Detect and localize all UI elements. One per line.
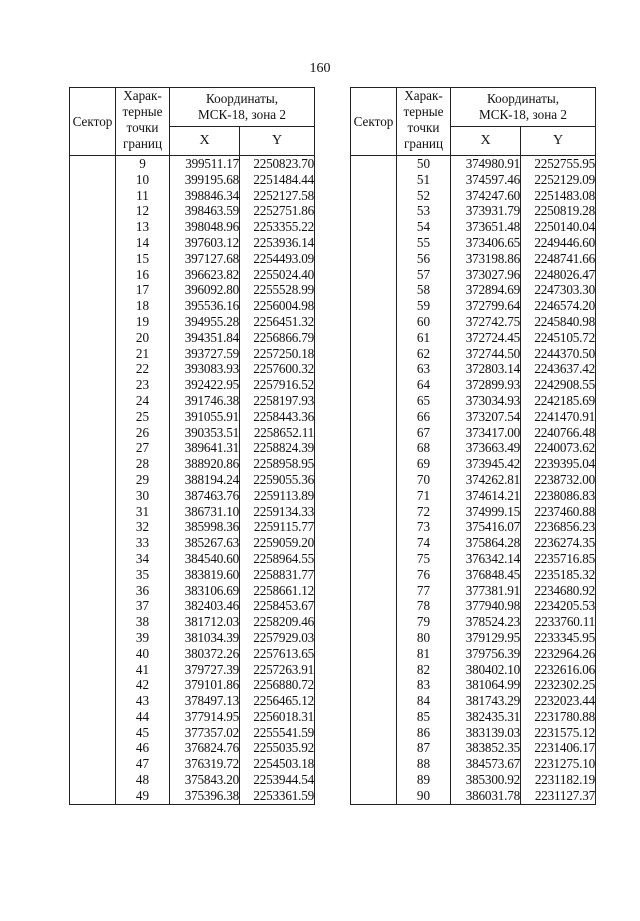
coord-y: 2254503.18 <box>240 756 315 772</box>
coord-y: 2242908.55 <box>521 377 596 393</box>
point-number: 69 <box>397 456 451 472</box>
coord-x: 374614.21 <box>451 488 521 504</box>
point-number: 77 <box>397 583 451 599</box>
point-number: 30 <box>116 488 170 504</box>
point-number: 32 <box>116 519 170 535</box>
point-number: 25 <box>116 409 170 425</box>
table-row <box>70 156 315 172</box>
table-row <box>351 156 596 172</box>
point-number: 86 <box>397 725 451 741</box>
point-number: 50 <box>397 156 451 172</box>
header-boundary-points <box>397 88 451 156</box>
coord-x: 385267.63 <box>170 535 240 551</box>
point-number: 16 <box>116 267 170 283</box>
point-number: 55 <box>397 235 451 251</box>
coord-x: 391746.38 <box>170 393 240 409</box>
coord-x: 373198.86 <box>451 251 521 267</box>
coord-x: 399195.68 <box>170 172 240 188</box>
coord-x: 389641.31 <box>170 440 240 456</box>
coord-x: 386731.10 <box>170 504 240 520</box>
coord-x: 381064.99 <box>451 677 521 693</box>
point-number: 76 <box>397 567 451 583</box>
coord-y: 2252751.86 <box>240 203 315 219</box>
coord-x: 380372.26 <box>170 646 240 662</box>
point-number: 10 <box>116 172 170 188</box>
sector-cell <box>351 156 397 805</box>
point-number: 23 <box>116 377 170 393</box>
point-number: 46 <box>116 740 170 756</box>
coord-x: 398846.34 <box>170 188 240 204</box>
header-coordinates <box>170 88 315 127</box>
coord-x: 375416.07 <box>451 519 521 535</box>
coord-x: 377381.91 <box>451 583 521 599</box>
coord-x: 392422.95 <box>170 377 240 393</box>
point-number: 81 <box>397 646 451 662</box>
header-point-line1: Харак- <box>404 88 443 103</box>
point-number: 83 <box>397 677 451 693</box>
point-number: 87 <box>397 740 451 756</box>
coord-x: 372744.50 <box>451 346 521 362</box>
coord-y: 2250819.28 <box>521 203 596 219</box>
coord-y: 2255024.40 <box>240 267 315 283</box>
point-number: 19 <box>116 314 170 330</box>
point-number: 61 <box>397 330 451 346</box>
header-y: Y <box>240 127 315 156</box>
point-number: 44 <box>116 709 170 725</box>
point-number: 28 <box>116 456 170 472</box>
coord-x: 377914.95 <box>170 709 240 725</box>
coord-x: 383106.69 <box>170 583 240 599</box>
coord-x: 373027.96 <box>451 267 521 283</box>
coord-y: 2237460.88 <box>521 504 596 520</box>
point-number: 63 <box>397 361 451 377</box>
coord-y: 2257600.32 <box>240 361 315 377</box>
coord-y: 2243637.42 <box>521 361 596 377</box>
coord-x: 373663.49 <box>451 440 521 456</box>
coord-y: 2244370.50 <box>521 346 596 362</box>
coord-y: 2258824.39 <box>240 440 315 456</box>
coord-x: 384573.67 <box>451 756 521 772</box>
coord-x: 397127.68 <box>170 251 240 267</box>
coord-y: 2256004.98 <box>240 298 315 314</box>
coord-x: 383139.03 <box>451 725 521 741</box>
coord-x: 376824.76 <box>170 740 240 756</box>
coord-y: 2259113.89 <box>240 488 315 504</box>
point-number: 72 <box>397 504 451 520</box>
coord-y: 2234680.92 <box>521 583 596 599</box>
point-number: 20 <box>116 330 170 346</box>
point-number: 49 <box>116 788 170 804</box>
point-number: 71 <box>397 488 451 504</box>
coord-y: 2248741.66 <box>521 251 596 267</box>
point-number: 11 <box>116 188 170 204</box>
coord-y: 2246574.20 <box>521 298 596 314</box>
coord-y: 2234205.53 <box>521 598 596 614</box>
coord-y: 2240766.48 <box>521 425 596 441</box>
coord-x: 372724.45 <box>451 330 521 346</box>
coord-y: 2238732.00 <box>521 472 596 488</box>
coord-x: 381712.03 <box>170 614 240 630</box>
coord-y: 2250140.04 <box>521 219 596 235</box>
header-point-line2: терные <box>122 104 163 119</box>
table-body-right <box>351 156 596 805</box>
coord-y: 2258958.95 <box>240 456 315 472</box>
coord-x: 385300.92 <box>451 772 521 788</box>
point-number: 14 <box>116 235 170 251</box>
point-number: 62 <box>397 346 451 362</box>
coord-x: 393083.93 <box>170 361 240 377</box>
coord-x: 374597.46 <box>451 172 521 188</box>
header-point-line3: точки <box>126 120 159 135</box>
point-number: 58 <box>397 282 451 298</box>
coord-x: 396623.82 <box>170 267 240 283</box>
header-coords-line2: МСК-18, зона 2 <box>478 107 568 122</box>
coord-y: 2231575.12 <box>521 725 596 741</box>
coord-y: 2258964.55 <box>240 551 315 567</box>
coord-x: 395536.16 <box>170 298 240 314</box>
coord-y: 2232964.26 <box>521 646 596 662</box>
coord-x: 391055.91 <box>170 409 240 425</box>
coord-y: 2258209.46 <box>240 614 315 630</box>
point-number: 68 <box>397 440 451 456</box>
coord-y: 2252129.09 <box>521 172 596 188</box>
point-number: 43 <box>116 693 170 709</box>
coord-y: 2258453.67 <box>240 598 315 614</box>
coord-y: 2256451.32 <box>240 314 315 330</box>
coord-y: 2241470.91 <box>521 409 596 425</box>
point-number: 74 <box>397 535 451 551</box>
point-number: 27 <box>116 440 170 456</box>
coord-x: 372894.69 <box>451 282 521 298</box>
header-boundary-points <box>116 88 170 156</box>
point-number: 67 <box>397 425 451 441</box>
point-number: 26 <box>116 425 170 441</box>
coord-x: 374980.91 <box>451 156 521 172</box>
coord-y: 2258652.11 <box>240 425 315 441</box>
coord-y: 2259059.20 <box>240 535 315 551</box>
coord-y: 2258831.77 <box>240 567 315 583</box>
coord-x: 379101.86 <box>170 677 240 693</box>
coord-y: 2245105.72 <box>521 330 596 346</box>
coord-x: 398048.96 <box>170 219 240 235</box>
point-number: 45 <box>116 725 170 741</box>
coord-x: 372899.93 <box>451 377 521 393</box>
point-number: 17 <box>116 282 170 298</box>
coord-x: 375843.20 <box>170 772 240 788</box>
header-y: Y <box>521 127 596 156</box>
coord-x: 379727.39 <box>170 662 240 678</box>
coord-x: 386031.78 <box>451 788 521 804</box>
point-number: 47 <box>116 756 170 772</box>
header-point-line4: границ <box>403 136 444 151</box>
coord-x: 379756.39 <box>451 646 521 662</box>
point-number: 34 <box>116 551 170 567</box>
point-number: 18 <box>116 298 170 314</box>
coord-x: 372742.75 <box>451 314 521 330</box>
point-number: 22 <box>116 361 170 377</box>
coord-y: 2257929.03 <box>240 630 315 646</box>
coord-y: 2242185.69 <box>521 393 596 409</box>
point-number: 21 <box>116 346 170 362</box>
coord-y: 2232023.44 <box>521 693 596 709</box>
coord-y: 2259134.33 <box>240 504 315 520</box>
coord-x: 374999.15 <box>451 504 521 520</box>
coord-y: 2231182.19 <box>521 772 596 788</box>
point-number: 42 <box>116 677 170 693</box>
point-number: 66 <box>397 409 451 425</box>
point-number: 13 <box>116 219 170 235</box>
coord-x: 373034.93 <box>451 393 521 409</box>
coord-y: 2253936.14 <box>240 235 315 251</box>
coord-y: 2258197.93 <box>240 393 315 409</box>
coord-y: 2257916.52 <box>240 377 315 393</box>
coord-x: 381743.29 <box>451 693 521 709</box>
coord-x: 382403.46 <box>170 598 240 614</box>
point-number: 60 <box>397 314 451 330</box>
point-number: 70 <box>397 472 451 488</box>
coord-y: 2233760.11 <box>521 614 596 630</box>
coord-y: 2258661.12 <box>240 583 315 599</box>
coord-x: 375396.38 <box>170 788 240 804</box>
header-point-line4: границ <box>122 136 163 151</box>
coord-x: 390353.51 <box>170 425 240 441</box>
page-number: 160 <box>309 61 331 76</box>
coord-x: 398463.59 <box>170 203 240 219</box>
point-number: 73 <box>397 519 451 535</box>
point-number: 64 <box>397 377 451 393</box>
coord-y: 2239395.04 <box>521 456 596 472</box>
point-number: 85 <box>397 709 451 725</box>
point-number: 15 <box>116 251 170 267</box>
point-number: 56 <box>397 251 451 267</box>
coord-y: 2238086.83 <box>521 488 596 504</box>
header-x: X <box>451 127 521 156</box>
coord-x: 372799.64 <box>451 298 521 314</box>
point-number: 82 <box>397 662 451 678</box>
point-number: 29 <box>116 472 170 488</box>
point-number: 38 <box>116 614 170 630</box>
coord-x: 373406.65 <box>451 235 521 251</box>
coord-x: 374262.81 <box>451 472 521 488</box>
coord-x: 377357.02 <box>170 725 240 741</box>
coord-y: 2256866.79 <box>240 330 315 346</box>
coord-y: 2256880.72 <box>240 677 315 693</box>
coord-y: 2245840.98 <box>521 314 596 330</box>
coord-y: 2231127.37 <box>521 788 596 804</box>
coordinates-table-left <box>69 87 315 805</box>
header-sector: Сектор <box>351 88 397 156</box>
coord-y: 2258443.36 <box>240 409 315 425</box>
coord-y: 2247303.30 <box>521 282 596 298</box>
coord-y: 2257263.91 <box>240 662 315 678</box>
coord-x: 383819.60 <box>170 567 240 583</box>
coord-y: 2235185.32 <box>521 567 596 583</box>
coord-x: 394351.84 <box>170 330 240 346</box>
coord-x: 373945.42 <box>451 456 521 472</box>
coord-y: 2236274.35 <box>521 535 596 551</box>
point-number: 88 <box>397 756 451 772</box>
coord-y: 2256018.31 <box>240 709 315 725</box>
coord-y: 2254493.09 <box>240 251 315 267</box>
coord-y: 2248026.47 <box>521 267 596 283</box>
coord-y: 2249446.60 <box>521 235 596 251</box>
coord-x: 373417.00 <box>451 425 521 441</box>
coord-x: 379129.95 <box>451 630 521 646</box>
coord-x: 372803.14 <box>451 361 521 377</box>
header-coords-line1: Координаты, <box>205 91 278 106</box>
coord-y: 2236856.23 <box>521 519 596 535</box>
header-point-line1: Харак- <box>123 88 162 103</box>
coord-x: 381034.39 <box>170 630 240 646</box>
coord-y: 2252755.95 <box>521 156 596 172</box>
coord-y: 2259055.36 <box>240 472 315 488</box>
coord-x: 397603.12 <box>170 235 240 251</box>
coord-x: 376319.72 <box>170 756 240 772</box>
coord-x: 373207.54 <box>451 409 521 425</box>
point-number: 84 <box>397 693 451 709</box>
header-x: X <box>170 127 240 156</box>
coord-x: 378524.23 <box>451 614 521 630</box>
point-number: 48 <box>116 772 170 788</box>
point-number: 24 <box>116 393 170 409</box>
coord-x: 388920.86 <box>170 456 240 472</box>
coord-y: 2251483.08 <box>521 188 596 204</box>
coord-x: 396092.80 <box>170 282 240 298</box>
coord-y: 2231780.88 <box>521 709 596 725</box>
header-sector: Сектор <box>70 88 116 156</box>
coord-x: 382435.31 <box>451 709 521 725</box>
coord-y: 2255528.99 <box>240 282 315 298</box>
point-number: 33 <box>116 535 170 551</box>
coord-x: 373931.79 <box>451 203 521 219</box>
coord-x: 394955.28 <box>170 314 240 330</box>
point-number: 36 <box>116 583 170 599</box>
coord-x: 393727.59 <box>170 346 240 362</box>
coord-x: 375864.28 <box>451 535 521 551</box>
header-point-line2: терные <box>403 104 444 119</box>
point-number: 75 <box>397 551 451 567</box>
coord-y: 2259115.77 <box>240 519 315 535</box>
point-number: 59 <box>397 298 451 314</box>
point-number: 54 <box>397 219 451 235</box>
coord-x: 387463.76 <box>170 488 240 504</box>
point-number: 31 <box>116 504 170 520</box>
coord-x: 388194.24 <box>170 472 240 488</box>
point-number: 35 <box>116 567 170 583</box>
coord-x: 385998.36 <box>170 519 240 535</box>
coord-x: 383852.35 <box>451 740 521 756</box>
header-coords-line1: Координаты, <box>486 91 559 106</box>
point-number: 51 <box>397 172 451 188</box>
point-number: 12 <box>116 203 170 219</box>
coord-x: 378497.13 <box>170 693 240 709</box>
point-number: 80 <box>397 630 451 646</box>
coord-y: 2231275.10 <box>521 756 596 772</box>
header-point-line3: точки <box>407 120 440 135</box>
point-number: 39 <box>116 630 170 646</box>
point-number: 52 <box>397 188 451 204</box>
coord-y: 2257250.18 <box>240 346 315 362</box>
coord-x: 376848.45 <box>451 567 521 583</box>
point-number: 90 <box>397 788 451 804</box>
coord-y: 2240073.62 <box>521 440 596 456</box>
coord-y: 2253355.22 <box>240 219 315 235</box>
coord-y: 2255541.59 <box>240 725 315 741</box>
coord-y: 2231406.17 <box>521 740 596 756</box>
coord-y: 2250823.70 <box>240 156 315 172</box>
sector-cell <box>70 156 116 805</box>
coord-x: 373651.48 <box>451 219 521 235</box>
coord-y: 2253944.54 <box>240 772 315 788</box>
coord-x: 377940.98 <box>451 598 521 614</box>
point-number: 37 <box>116 598 170 614</box>
point-number: 40 <box>116 646 170 662</box>
coord-y: 2233345.95 <box>521 630 596 646</box>
coord-y: 2232302.25 <box>521 677 596 693</box>
coord-x: 399511.17 <box>170 156 240 172</box>
point-number: 89 <box>397 772 451 788</box>
coord-x: 374247.60 <box>451 188 521 204</box>
point-number: 79 <box>397 614 451 630</box>
table-body-left <box>70 156 315 805</box>
coord-x: 380402.10 <box>451 662 521 678</box>
coord-y: 2253361.59 <box>240 788 315 804</box>
header-coords-line2: МСК-18, зона 2 <box>197 107 287 122</box>
coord-y: 2256465.12 <box>240 693 315 709</box>
point-number: 41 <box>116 662 170 678</box>
point-number: 78 <box>397 598 451 614</box>
point-number: 57 <box>397 267 451 283</box>
header-coordinates <box>451 88 596 127</box>
coord-y: 2251484.44 <box>240 172 315 188</box>
coord-y: 2257613.65 <box>240 646 315 662</box>
coord-x: 376342.14 <box>451 551 521 567</box>
coord-y: 2252127.58 <box>240 188 315 204</box>
point-number: 53 <box>397 203 451 219</box>
point-number: 9 <box>116 156 170 172</box>
coord-x: 384540.60 <box>170 551 240 567</box>
point-number: 65 <box>397 393 451 409</box>
coord-y: 2235716.85 <box>521 551 596 567</box>
coordinates-table-right <box>350 87 596 805</box>
coord-y: 2232616.06 <box>521 662 596 678</box>
coord-y: 2255035.92 <box>240 740 315 756</box>
